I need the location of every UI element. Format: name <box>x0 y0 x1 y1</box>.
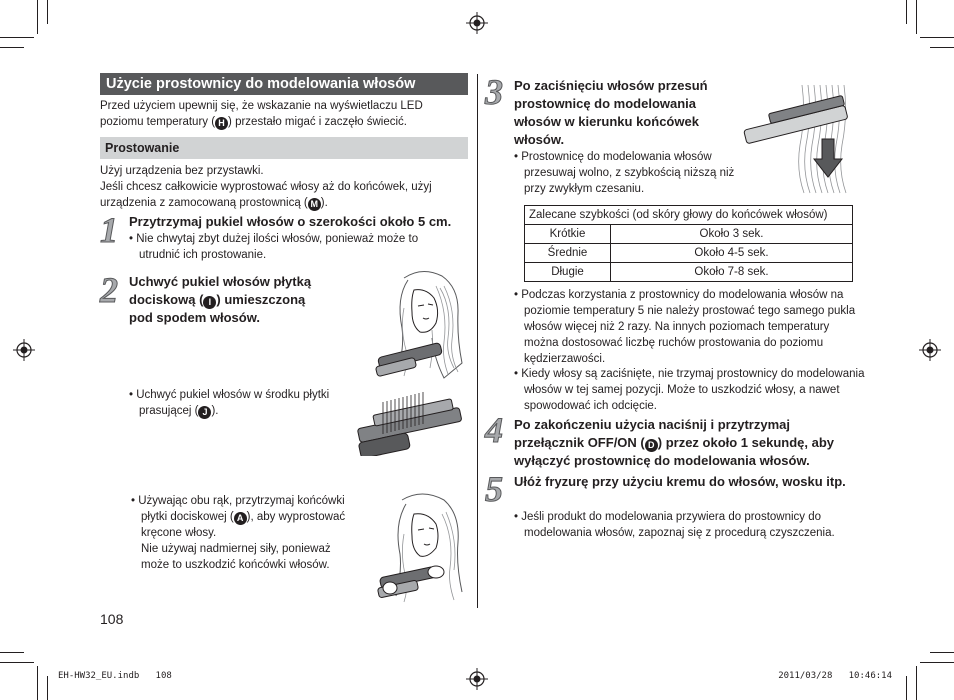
hair-length-cell: Krótkie <box>525 225 611 244</box>
step-4-heading-pre: Po zakończeniu użycia naciśnij i przytrzymaj przełącznik OFF/ON ( <box>514 417 790 450</box>
step-2-bullet-1-post: ). <box>211 405 219 417</box>
step-3-bullet-text: Prostownicę do modelowania włosów przesuwaj wolno, z szybkością niższą niż przy zwykłym czesaniu. <box>521 151 735 195</box>
step-number-5: 5 <box>485 469 503 509</box>
step-2-bullet-1: • Uchwyć pukiel włosów w środku płytki prasującej ( J ). <box>129 389 330 417</box>
step-5-bullet: • Jeśli produkt do modelowania przywiera do prostownicy do modelowania włosów, zapoznaj się z procedurą czyszczenia. <box>514 511 835 539</box>
badge-j-icon: J <box>198 406 211 419</box>
step-3-heading: Po zaciśnięciu włosów przesuń prostownicę do modelowania włosów w kierunku końcówek włosów. <box>514 78 708 147</box>
speed-table-header: Zalecane szybkości (od skóry głowy do końcówek włosów) <box>525 206 853 225</box>
section-title <box>100 73 468 95</box>
speed-cell: Około 3 sek. <box>611 225 853 244</box>
illustration-straightener-arrow <box>742 85 854 195</box>
column-divider <box>477 74 478 608</box>
step-2-bullet-2-extra: Nie używaj nadmiernej siły, ponieważ może to uszkodzić końcówki włosów. <box>141 543 331 571</box>
subsection-title <box>100 137 468 159</box>
table-row <box>525 225 853 244</box>
step-5-heading: Ułóż fryzurę przy użyciu kremu do włosów, wosku itp. <box>514 474 846 489</box>
badge-d-icon: D <box>645 439 658 452</box>
step-1-bullet: • Nie chwytaj zbyt dużej ilości włosów, ponieważ może to utrudnić ich prostowanie. <box>129 233 419 261</box>
footer-file-info: EH-HW32_EU.indb 108 <box>58 671 172 681</box>
step-2-heading-pre: Uchwyć pukiel włosów płytką dociskową ( <box>129 274 312 307</box>
speed-table <box>524 205 853 282</box>
illustration-woman-both-hands <box>374 492 469 604</box>
registration-mark-right <box>919 339 941 361</box>
illustration-straightener-plates <box>355 388 463 456</box>
note-2: • Kiedy włosy są zaciśnięte, nie trzymaj prostownicy do modelowania włosów w tej samej pozycji. Może to uszkodzić włosy, a nawet spowodować ich odcięcie. <box>514 368 865 412</box>
badge-m-icon: M <box>308 198 321 211</box>
step-number-3: 3 <box>485 72 503 112</box>
step-1-bullet-text: Nie chwytaj zbyt dużej ilości włosów, ponieważ może to utrudnić ich prostowanie. <box>136 233 419 261</box>
page-number: 108 <box>100 611 124 627</box>
step-4-heading-post: ) przez około 1 sekundę, aby wyłączyć prostownicę do modelowania włosów. <box>514 435 835 468</box>
speed-cell: Około 4-5 sek. <box>611 244 853 263</box>
step-2-heading-post: ) umieszczoną pod spodem włosów. <box>129 292 306 325</box>
hair-length-cell: Długie <box>525 263 611 282</box>
subsection-line-2 <box>100 179 460 211</box>
registration-mark-bottom <box>466 668 488 690</box>
step-2-bullet-2: • Używając obu rąk, przytrzymaj końcówki płytki dociskowej ( A ), aby wyprostować kręcone włosy. <box>131 495 346 539</box>
registration-mark-left <box>13 339 35 361</box>
step-5-bullet-text: Jeśli produkt do modelowania przywiera do prostownicy do modelowania włosów, zapoznaj się z procedurą czyszczenia. <box>521 511 835 539</box>
subsection-intro <box>100 163 460 211</box>
illustration-woman-straightener <box>374 268 469 383</box>
section-title-text: Użycie prostownicy do modelowania włosów <box>106 76 416 92</box>
registration-mark-top <box>466 12 488 34</box>
hair-length-cell: Średnie <box>525 244 611 263</box>
table-row <box>525 244 853 263</box>
note-1: • Podczas korzystania z prostownicy do modelowania włosów na poziomie temperatury 5 nie należy prostować tego samego pukla włosów więcej niż 2 razy. Na innych poziomach temperatury można dostosować liczbę ruchów prostowania do poziomu kędzierzawości. <box>514 289 856 365</box>
table-row <box>525 263 853 282</box>
step-number-1: 1 <box>100 210 118 250</box>
line2-pre: Jeśli chcesz całkowicie wyprostować włosy aż do końcówek, użyj urządzenia z zamocowaną prostownicą ( <box>100 181 432 209</box>
step-4-heading <box>514 416 859 470</box>
step-2-bullet-2-pre: Używając obu rąk, przytrzymaj końcówki płytki dociskowej ( <box>138 495 345 523</box>
intro-text-post: ) przestało migać i zaczęło świecić. <box>228 116 407 128</box>
step-number-2: 2 <box>100 270 118 310</box>
step-1-heading: Przytrzymaj pukiel włosów o szerokości około 5 cm. <box>129 214 452 229</box>
note-1-text: Podczas korzystania z prostownicy do modelowania włosów na poziomie temperatury 5 nie należy prostować tego samego pukla włosów więcej niż 2 razy. Na innych poziomach temperatury można dostosować liczbę ruchów prostowania do poziomu kędzierzawości. <box>521 289 856 365</box>
step-2-heading <box>129 273 329 327</box>
step-2-bullet-2-post: ), aby wyprostować kręcone włosy. <box>141 511 346 539</box>
badge-a-icon: A <box>234 512 247 525</box>
intro-text-pre: Przed użyciem upewnij się, że wskazanie na wyświetlaczu LED poziomu temperatury ( <box>100 100 423 128</box>
subsection-title-text: Prostowanie <box>105 141 180 155</box>
speed-table-header-row <box>525 206 853 225</box>
badge-i-icon: I <box>203 296 216 309</box>
step-2-bullet-1-pre: Uchwyć pukiel włosów w środku płytki prasującej ( <box>136 389 330 417</box>
line2-post: ). <box>320 197 328 209</box>
note-2-text: Kiedy włosy są zaciśnięte, nie trzymaj prostownicy do modelowania włosów w tej samej pozycji. Może to uszkodzić włosy, a nawet spowodować ich odcięcie. <box>521 368 865 412</box>
footer-datetime: 2011/03/28 10:46:14 <box>778 671 892 681</box>
speed-cell: Około 7-8 sek. <box>611 263 853 282</box>
badge-h-icon: H <box>215 117 228 130</box>
section-intro <box>100 98 460 130</box>
subsection-line-1: Użyj urządzenia bez przystawki. <box>100 165 264 177</box>
step-3-bullet: • Prostownicę do modelowania włosów przesuwaj wolno, z szybkością niższą niż przy zwykłym czesaniu. <box>514 151 735 195</box>
step-number-4: 4 <box>485 410 503 450</box>
